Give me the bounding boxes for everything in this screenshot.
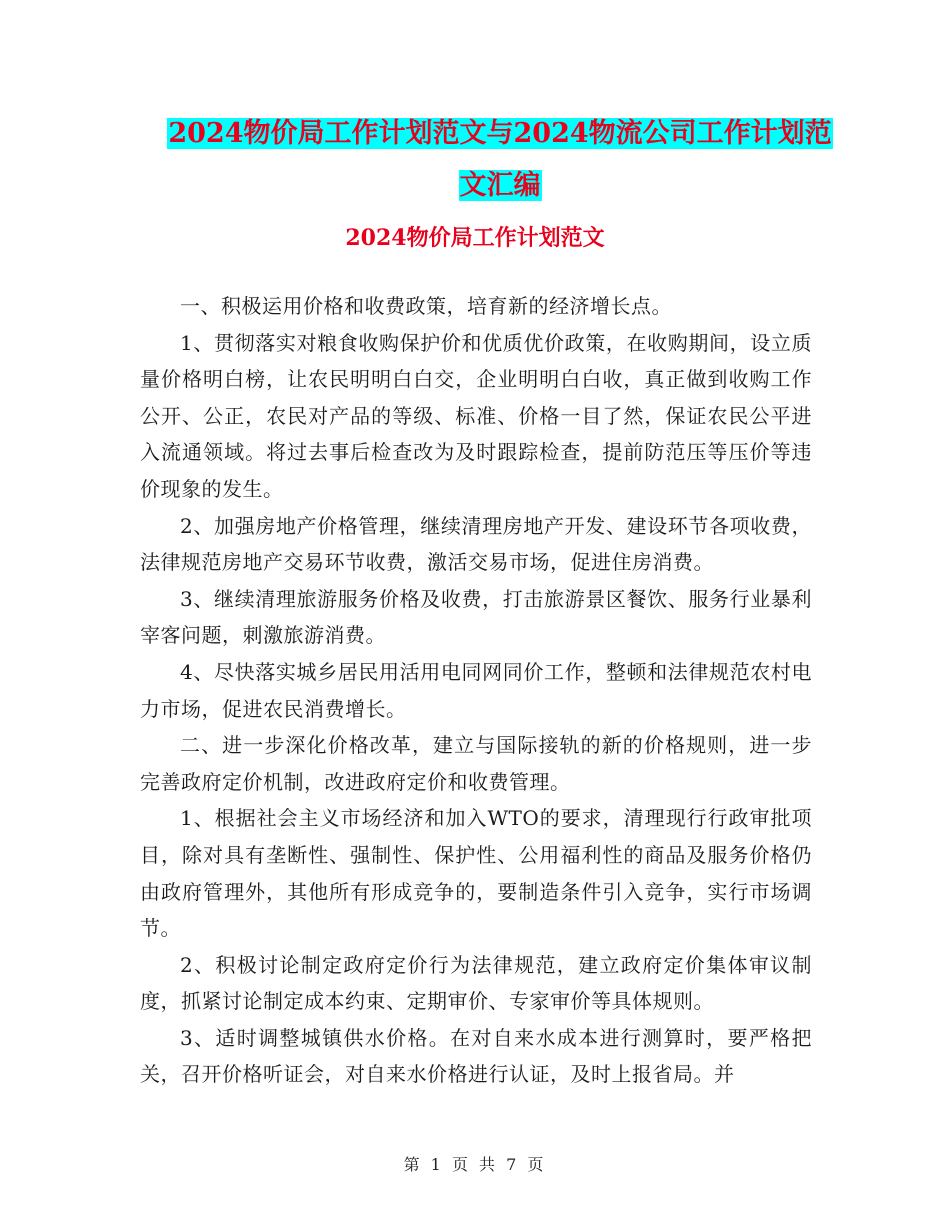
paragraph: 4、尽快落实城乡居民用活用电同网同价工作，整顿和法律规范农村电力市场，促进农民消费增长。 [140,659,812,721]
document-title-line-1: 2024物价局工作计划范文与2024物流公司工作计划范 [168,118,832,149]
paragraph: 1、根据社会主义市场经济和加入WTO的要求，清理现行行政审批项目，除对具有垄断性、强制性、保护性、公用福利性的商品及服务价格仍由政府管理外，其他所有形成竞争的，要制造条件引入竞争，实行市场调节。 [140,806,812,941]
section-title: 2024物价局工作计划范文 [345,225,605,251]
page-footer: 第 1 页 共 7 页 [403,1155,547,1174]
paragraph: 1、贯彻落实对粮食收购保护价和优质优价政策，在收购期间，设立质量价格明白榜，让农民明明白白交，企业明明白白收，真正做到收购工作公开、公正，农民对产品的等级、标准、价格一目了然，保证农民公平进入流通领域。将过去事后检查改为及时跟踪检查，提前防范压等压价等违价现象的发生。 [140,330,812,501]
paragraph: 2、积极讨论制定政府定价行为法律规范，建立政府定价集体审议制度，抓紧讨论制定成本约束、定期审价、专家审价等具体规则。 [140,952,812,1014]
paragraph: 二、进一步深化价格改革，建立与国际接轨的新的价格规则，进一步完善政府定价机制，改进政府定价和收费管理。 [140,733,812,794]
document-title [140,108,860,212]
paragraph: 3、适时调整城镇供水价格。在对自来水成本进行测算时，要严格把关，召开价格听证会，对自来水价格进行认证，及时上报省局。并 [140,1025,812,1087]
paragraph: 2、加强房地产价格管理，继续清理房地产开发、建设环节各项收费，法律规范房地产交易环节收费，激活交易市场，促进住房消费。 [140,513,812,575]
document-title-line-2: 文汇编 [459,170,541,201]
document-body [140,288,812,1093]
paragraph: 一、积极运用价格和收费政策，培育新的经济增长点。 [180,294,672,318]
paragraph: 3、继续清理旅游服务价格及收费，打击旅游景区餐饮、服务行业暴利宰客问题，刺激旅游消费。 [140,586,812,648]
